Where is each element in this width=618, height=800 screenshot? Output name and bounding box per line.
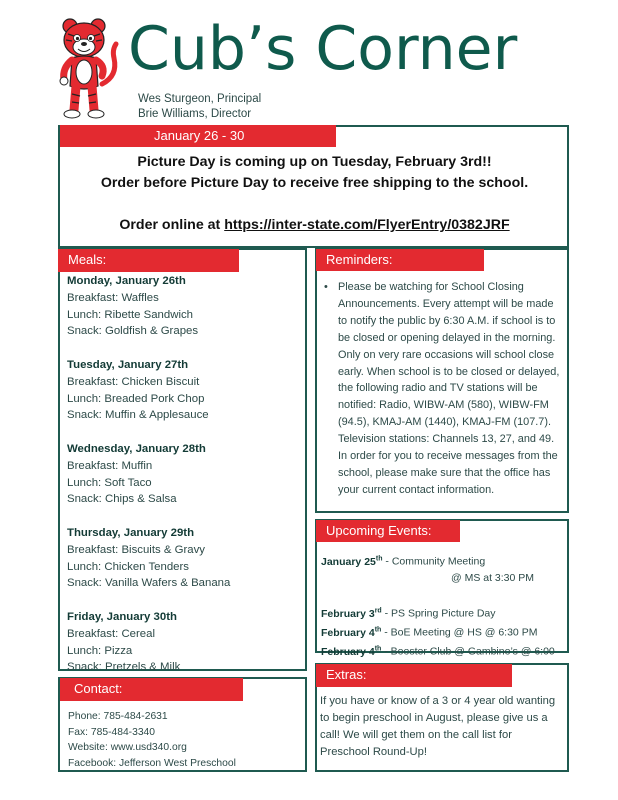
event-item xyxy=(321,622,555,641)
contact-phone: Phone: 785-484-2631 xyxy=(68,711,168,722)
meal-lunch: Lunch: Breaded Pork Chop xyxy=(67,392,205,405)
meal-breakfast: Breakfast: Muffin xyxy=(67,459,153,472)
page-title: Cub’s Corner xyxy=(128,14,518,84)
contact-tab: Contact: xyxy=(60,678,243,701)
meal-breakfast: Breakfast: Biscuits & Gravy xyxy=(67,543,205,556)
meal-snack: Snack: Chips & Salsa xyxy=(67,493,177,506)
order-prefix: Order online at xyxy=(119,217,225,233)
meal-day-heading: Monday, January 26th xyxy=(67,275,186,287)
meal-lunch: Lunch: Pizza xyxy=(67,644,133,657)
order-online-line xyxy=(60,215,569,236)
events-list xyxy=(321,551,555,660)
meal-day-thursday xyxy=(67,525,230,592)
event-date-suffix: rd xyxy=(374,607,382,614)
meal-breakfast: Breakfast: Cereal xyxy=(67,627,155,640)
meal-lunch: Lunch: Chicken Tenders xyxy=(67,560,189,573)
meal-day-friday xyxy=(67,609,230,676)
meal-lunch: Lunch: Soft Taco xyxy=(67,476,152,489)
order-link[interactable]: https://inter-state.com/FlyerEntry/0382JRF xyxy=(224,217,510,233)
contact-facebook[interactable]: Facebook: Jefferson West Preschool xyxy=(68,757,236,769)
extras-text: If you have or know of a 3 or 4 year old wanting to begin preschool in August, please give us a call! We will get them on the call list for Preschool Round-Up! xyxy=(320,695,556,758)
meal-breakfast: Breakfast: Waffles xyxy=(67,291,159,304)
event-item xyxy=(321,603,555,622)
meal-day-heading: Friday, January 30th xyxy=(67,610,177,623)
events-tab: Upcoming Events: xyxy=(316,520,460,542)
event-text: - BoE Meeting @ HS @ 6:30 PM xyxy=(381,626,538,639)
contact-website[interactable]: Website: www.usd340.org xyxy=(68,742,187,754)
event-item xyxy=(321,551,555,570)
event-date-suffix: th xyxy=(375,555,383,562)
contact-list xyxy=(68,709,236,771)
event-date-suffix: th xyxy=(374,626,382,633)
meal-day-heading: Thursday, January 29th xyxy=(67,526,195,539)
meal-snack: Snack: Vanilla Wafers & Banana xyxy=(67,577,231,590)
meal-snack: Snack: Pretzels & Milk xyxy=(67,661,181,674)
event-date: February 4 xyxy=(321,645,375,658)
director-name: Brie Williams, Director xyxy=(138,108,252,120)
event-date: January 25 xyxy=(321,555,376,568)
meal-day-heading: Tuesday, January 27th xyxy=(67,358,189,371)
meals-tab: Meals: xyxy=(58,249,239,272)
event-item xyxy=(321,641,555,660)
picture-day-line2: Order before Picture Day to receive free shipping to the school. xyxy=(100,175,529,191)
event-text: - Community Meeting xyxy=(382,555,486,568)
event-text: - Booster Club @ Gambino’s @ 6:00 xyxy=(381,645,555,658)
event-date: February 4 xyxy=(321,626,375,639)
tiger-mascot-logo xyxy=(52,14,122,122)
week-tab: January 26 - 30 xyxy=(60,125,336,147)
extras-tab: Extras: xyxy=(316,664,512,687)
event-text: - PS Spring Picture Day xyxy=(381,607,496,620)
meals-list xyxy=(67,273,230,676)
event-date-suffix: th xyxy=(374,645,382,652)
meal-day-heading: Wednesday, January 28th xyxy=(67,442,206,455)
meal-snack: Snack: Muffin & Applesauce xyxy=(67,409,209,422)
event-item-continued: @ MS at 3:30 PM xyxy=(451,572,535,584)
event-date: February 3 xyxy=(321,607,375,620)
picture-day-notice xyxy=(60,152,569,236)
contact-fax: Fax: 785-484-3340 xyxy=(68,726,156,738)
meal-lunch: Lunch: Ribette Sandwich xyxy=(67,308,194,321)
meal-day-tuesday xyxy=(67,357,230,424)
meal-breakfast: Breakfast: Chicken Biscuit xyxy=(67,375,200,388)
picture-day-line1: Picture Day is coming up on Tuesday, February 3rd!! xyxy=(137,154,492,170)
meal-day-monday xyxy=(67,273,230,340)
reminders-tab: Reminders: xyxy=(316,249,484,271)
reminder-text: Please be watching for School Closing Announcements. Every attempt will be made to notify the public by 6:30 A.M. if school is to be closed or opening delayed in the morning. Only on very rare occasions will school close early. When school is to be closed or delayed, the following radio and TV stations will be notified: Radio, WIBW-AM (580), WIBW-FM (94.5), KMAJ-AM (1440), KMAJ-FM (107.7). Television stations: Channels 13, 27, and 49. In order for you to receive messages from the school, please make sure that the office has your current contact information. xyxy=(338,281,560,496)
meal-day-wednesday xyxy=(67,441,230,508)
bullet-icon: • xyxy=(324,281,328,293)
staff-list xyxy=(138,92,261,122)
principal-name: Wes Sturgeon, Principal xyxy=(138,93,262,105)
meal-snack: Snack: Goldfish & Grapes xyxy=(67,325,199,338)
reminder-item xyxy=(324,279,564,499)
